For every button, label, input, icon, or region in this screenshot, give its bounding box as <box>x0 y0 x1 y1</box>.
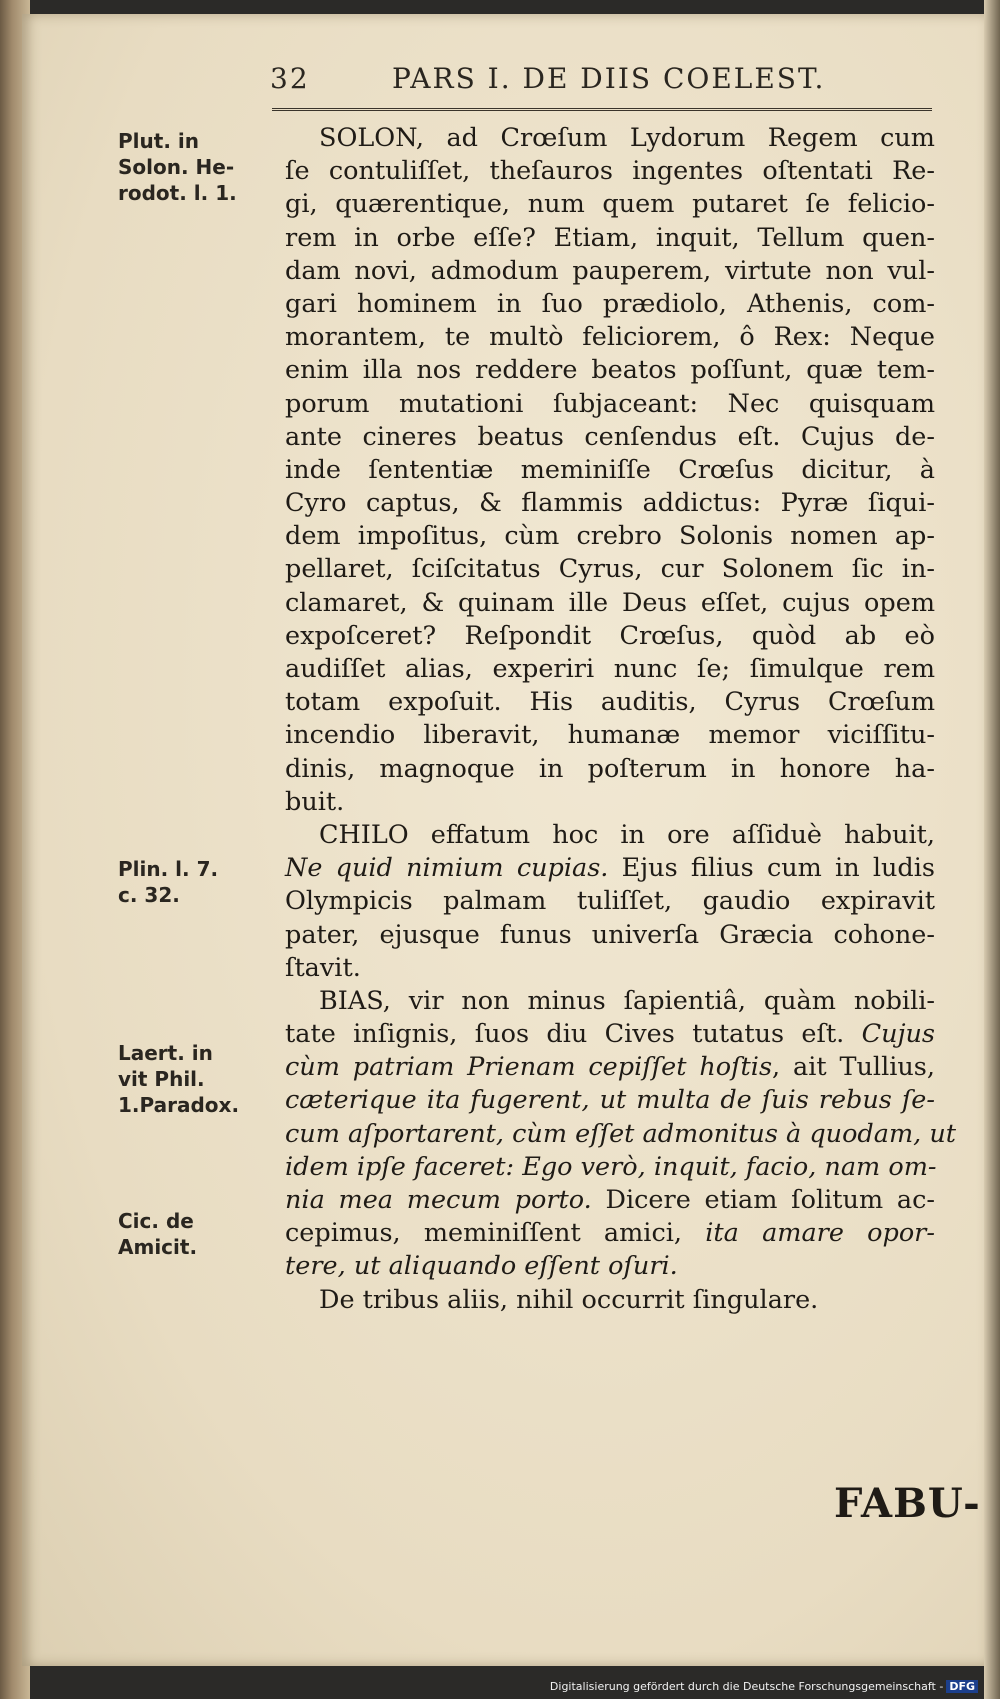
text-line: pater, ejusque funus univerſa Græcia cohone- <box>285 919 935 950</box>
text-line: enim illa nos reddere beatos poſſunt, quæ tem- <box>285 355 935 386</box>
text-line <box>285 1217 935 1250</box>
text-span: Ejus filius cum in ludis <box>608 853 935 884</box>
text-line: De tribus aliis, nihil occurrit ſingulare. <box>319 1284 819 1315</box>
text-line: dam novi, admodum pauperem, virtute non vul- <box>285 255 935 286</box>
running-header <box>250 62 950 102</box>
text-line: dem impoſitus, cùm crebro Solonis nomen ap- <box>285 521 935 552</box>
text-line: Cyro captus, & flammis addictus: Pyræ ſiqui- <box>285 488 935 519</box>
marginal-line: Amicit. <box>118 1235 198 1259</box>
marginal-line: Plut. in <box>118 129 199 153</box>
marginal-line: Solon. He- <box>118 155 235 179</box>
marginal-line: rodot. l. 1. <box>118 181 237 205</box>
italic-quote: nia mea mecum porto. <box>285 1185 592 1215</box>
text-line: pellaret, ſciſcitatus Cyrus, cur Solonem ſic in- <box>285 554 935 585</box>
text-line: SOLON, ad Crœſum Lydorum Regem cum <box>319 123 935 153</box>
text-line: expoſceret? Reſpondit Crœſus, quòd ab eò <box>285 620 935 651</box>
text-line: gi, quærentique, num quem putaret ſe felicio- <box>285 189 935 220</box>
marginal-note-plutarch <box>118 128 268 206</box>
text-line: incendio liberavit, humanæ memor viciſſitu- <box>285 720 935 751</box>
italic-quote: Ne quid nimium cupias. <box>285 853 609 884</box>
text-line: cum aſportarent, cùm eſſet admonitus à quodam, ut <box>285 1118 957 1149</box>
text-line <box>285 1184 935 1217</box>
catchword: FABU- <box>834 1480 981 1527</box>
text-line: idem ipſe faceret: Ego verò, inquit, facio, nam om- <box>285 1151 937 1182</box>
text-line <box>285 1018 935 1051</box>
text-line: CHILO effatum hoc in ore aſſiduè habuit, <box>319 819 935 850</box>
italic-quote: Cujus <box>861 1019 935 1050</box>
marginal-note-pliny <box>118 856 268 908</box>
page-right-edge <box>984 0 1000 1699</box>
marginal-line: Plin. l. 7. <box>118 857 219 881</box>
digitization-credit <box>550 1680 978 1693</box>
marginal-line: c. 32. <box>118 883 180 907</box>
dfg-logo: DFG <box>946 1680 978 1693</box>
text-line: gari hominem in ſuo prædiolo, Athenis, com- <box>285 288 935 319</box>
marginal-line: 1.Paradox. <box>118 1093 240 1117</box>
marginal-note-cicero <box>118 1208 268 1260</box>
text-line: rem in orbe eſſe? Etiam, inquit, Tellum quen- <box>285 222 935 253</box>
header-rule <box>272 108 932 111</box>
body-text <box>285 122 957 1317</box>
text-line: ſe contuliſſet, theſauros ingentes oſtentati Re- <box>285 156 935 187</box>
text-line: BIAS, vir non minus ſapientiâ, quàm nobili- <box>319 985 935 1016</box>
text-line: clamaret, & quinam ille Deus eſſet, cujus opem <box>285 587 935 618</box>
text-line: buit. <box>285 786 345 817</box>
text-span: Dicere etiam ſolitum ac- <box>591 1185 935 1215</box>
text-line: morantem, te multò feliciorem, ô Rex: Neque <box>285 322 935 353</box>
text-line: Olympicis palmam tuliſſet, gaudio expiravit <box>285 886 935 917</box>
marginal-note-laertius <box>118 1040 268 1118</box>
text-line: dinis, magnoque in poſterum in honore ha- <box>285 753 935 784</box>
page-number: 32 <box>270 62 310 95</box>
digitization-note: Digitalisierung gefördert durch die Deutsche Forschungsgemeinschaft - <box>549 1680 944 1693</box>
text-line: inde ſententiæ meminiſſe Crœſus dicitur, à <box>285 454 935 485</box>
running-title: PARS I. DE DIIS COELEST. <box>392 62 826 95</box>
text-line <box>285 852 935 885</box>
text-span: , ait Tullius, <box>772 1052 935 1083</box>
italic-quote: ita amare opor- <box>705 1218 935 1249</box>
text-line: totam expoſuit. His auditis, Cyrus Crœſum <box>285 687 935 718</box>
marginal-line: Cic. de <box>118 1209 194 1233</box>
text-line <box>285 1051 935 1084</box>
text-line: porum mutationi ſubjaceant: Nec quisquam <box>285 388 935 419</box>
text-line: ſtavit. <box>285 952 361 983</box>
text-span: tate inſignis, ſuos diu Cives tutatus eſt. <box>285 1019 862 1050</box>
text-line: cæterique ita fugerent, ut multa de ſuis rebus ſe- <box>285 1085 935 1116</box>
marginal-line: Laert. in <box>118 1041 213 1065</box>
text-line: ante cineres beatus cenſendus eſt. Cujus de- <box>285 421 935 452</box>
text-line: audiſſet alias, experiri nunc ſe; ſimulque rem <box>285 654 935 684</box>
text-span: cepimus, meminiſſent amici, <box>285 1218 706 1249</box>
italic-quote: cùm patriam Prienam cepiſſet hoſtis <box>285 1052 773 1083</box>
marginal-line: vit Phil. <box>118 1067 205 1091</box>
text-line: tere, ut aliquando eſſent oſuri. <box>285 1251 678 1282</box>
